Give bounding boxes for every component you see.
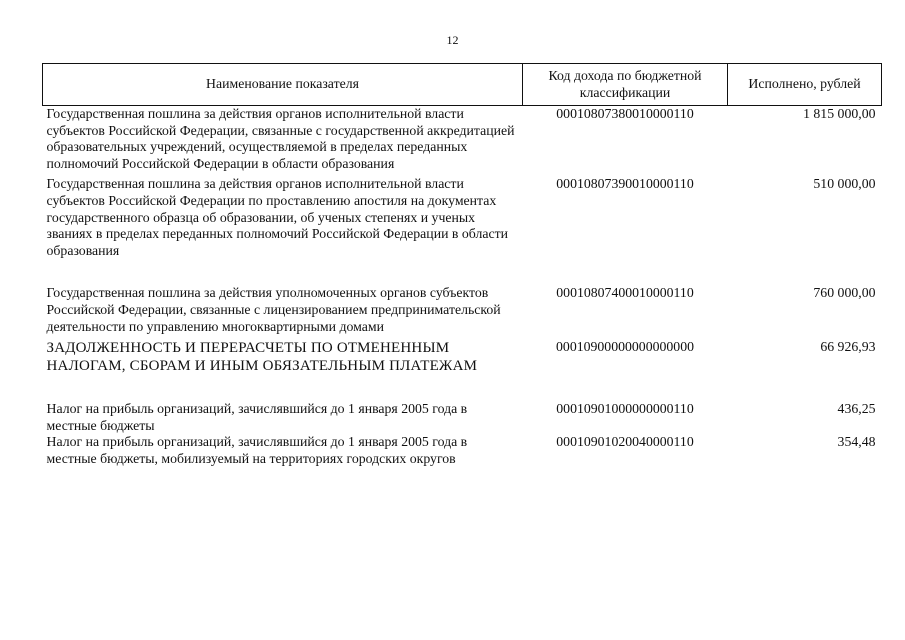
- table-row: [43, 285, 882, 339]
- row-name: Государственная пошлина за действия органов исполнительной власти субъектов Российской Федерации по проставлению апостиля на документах государственного образца об образовании, об ученых степенях и ученых званиях в пределах переданных полномочий Российской Федерации в области образования: [46, 176, 508, 258]
- row-name: Государственная пошлина за действия органов исполнительной власти субъектов Российской Федерации, связанные с государственной аккредитацией образовательных учреждений, осуществляемой в пределах переданных полномочий Российской Федерации в области образования: [46, 106, 515, 171]
- row-name: Государственная пошлина за действия уполномоченных органов субъектов Российской Федерации, связанные с лицензированием предпринимательской деятельности по управлению многоквартирными домами: [46, 285, 501, 334]
- row-code: 00010807380010000110: [556, 106, 694, 121]
- row-amount: 436,25: [837, 401, 876, 417]
- table-row: [43, 176, 882, 285]
- table-row: [43, 106, 882, 177]
- row-name: Налог на прибыль организаций, зачислявшийся до 1 января 2005 года в местные бюджеты: [46, 401, 468, 433]
- header-executed-amount: Исполнено, рублей: [728, 64, 882, 106]
- row-name: ЗАДОЛЖЕННОСТЬ И ПЕРЕРАСЧЕТЫ ПО ОТМЕНЕННЫМ НАЛОГАМ, СБОРАМ И ИНЫМ ОБЯЗАТЕЛЬНЫМ ПЛАТЕЖАМ: [46, 340, 478, 375]
- table-row: [43, 339, 882, 401]
- row-amount: 354,48: [837, 434, 876, 450]
- row-amount: 66 926,93: [820, 339, 876, 355]
- row-code: 00010901000000000110: [556, 401, 694, 417]
- header-revenue-code: Код дохода по бюджетной классификации: [523, 64, 728, 106]
- table-header-row: [43, 64, 882, 106]
- row-code: 00010900000000000000: [556, 339, 694, 355]
- row-name: Налог на прибыль организаций, зачислявшийся до 1 января 2005 года в местные бюджеты, мобилизуемый на территориях городских округов: [46, 434, 468, 466]
- budget-revenue-table: [42, 63, 882, 468]
- row-amount: 760 000,00: [813, 285, 876, 301]
- row-code: 00010807390010000110: [556, 176, 694, 192]
- row-code: 00010807400010000110: [556, 285, 694, 301]
- row-code: 00010901020040000110: [556, 434, 694, 450]
- row-amount: 1 815 000,00: [803, 106, 876, 121]
- row-amount: 510 000,00: [813, 176, 876, 192]
- page-number: 12: [446, 33, 459, 47]
- header-indicator-name: Наименование показателя: [43, 64, 523, 106]
- table-row: [43, 434, 882, 467]
- table-row: [43, 401, 882, 434]
